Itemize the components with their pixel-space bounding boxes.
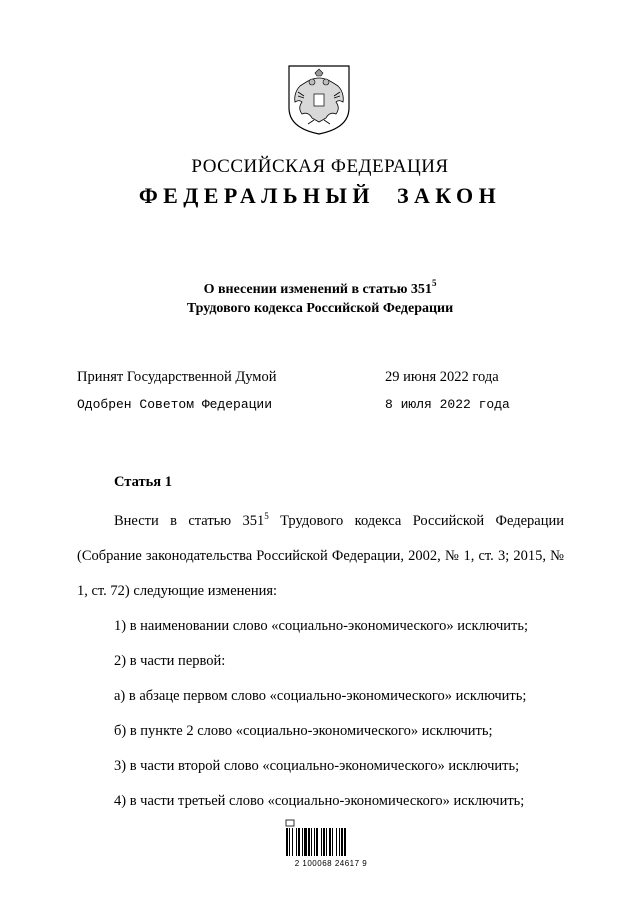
article-item: 2) в части первой:	[114, 653, 226, 669]
article-body	[77, 504, 564, 819]
adoption-row-duma	[77, 369, 547, 386]
barcode-stripes	[286, 820, 346, 856]
law-title-line-1	[0, 280, 640, 299]
intro-superscript: 5	[264, 511, 269, 521]
adoption-date: 8 июля 2022 года	[385, 397, 510, 412]
intro-text-start: Внести в статью 351	[114, 513, 265, 529]
article-item: 3) в части второй слово «социально-экономического» исключить;	[114, 758, 520, 774]
article-item: 4) в части третьей слово «социально-экономического» исключить;	[114, 793, 525, 809]
article-intro-paragraph	[77, 504, 564, 609]
document-type-word-2: ЗАКОН	[396, 183, 502, 208]
article-item: б) в пункте 2 слово «социально-экономического» исключить;	[114, 723, 493, 739]
barcode-number: 2 100068 24617 9	[294, 859, 368, 868]
document-type-heading	[0, 183, 640, 209]
law-title-line-2: Трудового кодекса Российской Федерации	[186, 301, 454, 316]
document-type-word-1: ФЕДЕРАЛЬНЫЙ	[138, 183, 375, 208]
adoption-row-council	[77, 397, 547, 412]
coat-of-arms-emblem	[286, 64, 352, 136]
adoption-label: Одобрен Советом Федерации	[77, 397, 273, 412]
adoption-date: 29 июня 2022 года	[385, 369, 499, 385]
article-item: 1) в наименовании слово «социально-экономического» исключить;	[114, 618, 529, 634]
law-title-superscript: 5	[431, 278, 437, 288]
adoption-label: Принят Государственной Думой	[77, 369, 277, 385]
law-title-main: О внесении изменений в статью 351	[203, 282, 432, 297]
article-item: а) в абзаце первом слово «социально-экономического» исключить;	[114, 688, 527, 704]
law-title	[0, 280, 640, 318]
intro-text-rest: Трудового кодекса Российской Федерации (Собрание законодательства Российской Федерации, 2002, № 1, ст. 3; 2015, № 1, ст. 72) следующие изменения:	[77, 513, 564, 599]
country-heading: РОССИЙСКАЯ ФЕДЕРАЦИЯ	[191, 156, 449, 177]
article-heading: Статья 1	[114, 474, 172, 490]
